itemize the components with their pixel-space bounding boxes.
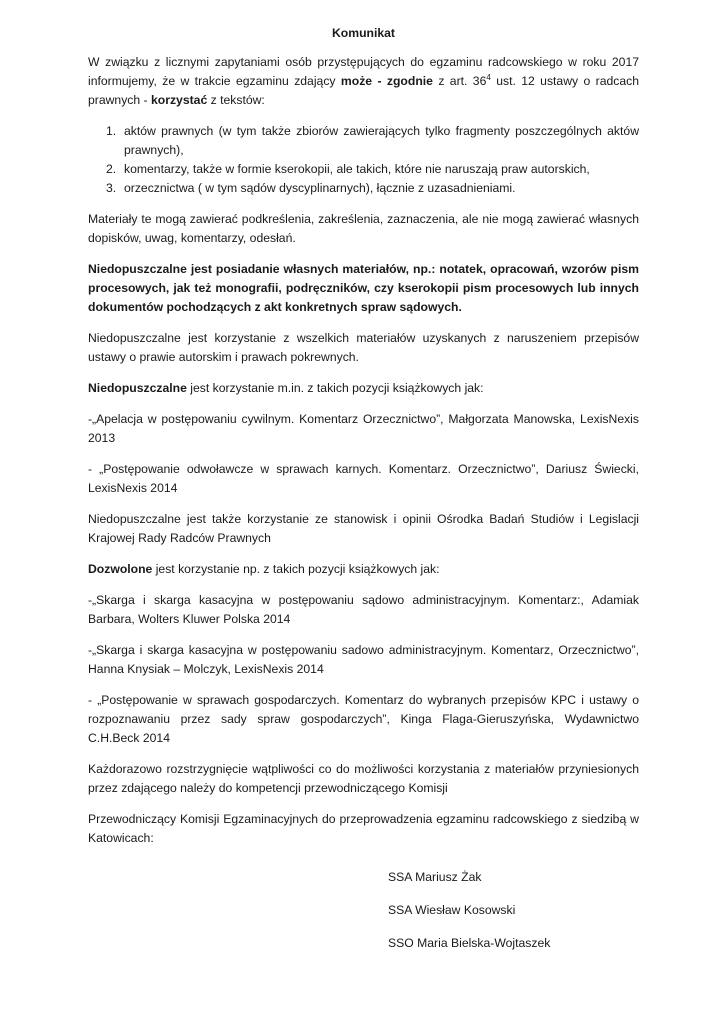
intro-text-2: z art. 36 [432,74,487,88]
allowed-books-heading: Dozwolone jest korzystanie np. z takich pozycji książkowych jak: [88,562,440,576]
chair-paragraph: Przewodniczący Komisji Egzaminacyjnych do przeprowadzenia egzaminu radcowskiego z siedzibą w Katowicach: [88,812,639,845]
forbidden-book-item: -„Apelacja w postępowaniu cywilnym. Komentarz Orzecznictwo”, Małgorzata Manowska, LexisNexis 2013 [88,412,639,445]
intro-text-4: z tekstów: [207,93,265,107]
materials-paragraph: Materiały te mogą zawierać podkreślenia, zakreślenia, zaznaczenia, ale nie mogą zawierać własnych dopisków, uwag, komentarzy, odesłań. [88,212,639,245]
osbs-paragraph: Niedopuszczalne jest także korzystanie ze stanowisk i opinii Ośrodka Badań Studiów i Legislacji Krajowej Rady Radców Prawnych [88,512,639,545]
allowed-book-item: -„Skarga i skarga kasacyjna w postępowaniu sadowo administracyjnym. Komentarz, Orzecznictwo”, Hanna Knysiak – Molczyk, LexisNexis 2014 [88,643,639,676]
allowed-book-item: -„Skarga i skarga kasacyjna w postępowaniu sądowo administracyjnym. Komentarz:, Adamiak Barbara, Wolters Kluwer Polska 2014 [88,593,639,626]
forbidden-books-heading: Niedopuszczalne jest korzystanie m.in. z takich pozycji książkowych jak: [88,381,484,395]
intro-bold-use: korzystać [151,93,208,107]
signatory-name: SSA Mariusz Żak [388,870,482,884]
forbidden-book-item: - „Postępowanie odwoławcze w sprawach karnych. Komentarz. Orzecznictwo”, Dariusz Świecki, LexisNexis 2014 [88,462,639,495]
decision-paragraph: Każdorazowo rozstrzygnięcie wątpliwości co do możliwości korzystania z materiałów przyniesionych przez zdającego należy do kompetencji przewodniczącego Komisji [88,762,639,795]
intro-bold-may: może - zgodnie [340,74,433,88]
copyright-paragraph: Niedopuszczalne jest korzystanie z wszelkich materiałów uzyskanych z naruszeniem przepisów ustawy o prawie autorskim i prawach pokrewnych. [88,331,639,364]
intro-text-3: ust. 12 ustawy o radcach prawnych - [88,74,640,107]
allowed-texts-list [88,122,639,198]
allowed-book-item: - „Postępowanie w sprawach gospodarczych. Komentarz do wybranych przepisów KPC i ustawy o rozpoznawaniu przez sady spraw gospodarczych”, Kinga Flaga-Gieruszyńska, Wydawnictwo C.H.Beck 2014 [88,693,639,745]
signatory-name: SSO Maria Bielska-Wojtaszek [388,936,551,950]
intro-text-1: W związku z licznymi zapytaniami osób przystępujących do egzaminu radcowskiego w roku 2017 informujemy, że w trakcie egzaminu zdający [88,55,639,88]
intro-paragraph [88,53,639,110]
intro-superscript: 4 [486,72,491,82]
list-item: 3. orzecznictwa ( w tym sądów dyscyplinarnych), łącznie z uzasadnieniami. [106,181,516,195]
document-title: Komunikat [332,26,395,40]
signatories [388,868,639,953]
list-item: 2. komentarzy, także w formie kserokopii, ale takich, które nie naruszają praw autorskich, [106,162,590,176]
forbidden-own-materials-paragraph: Niedopuszczalne jest posiadanie własnych materiałów, np.: notatek, opracowań, wzorów pism procesowych, jak też monografii, podręczników, czy kserokopii pism procesowych lub innych dokumentów pochodzących z akt konkretnych spraw sądowych. [88,262,639,314]
signatory-name: SSA Wiesław Kosowski [388,903,516,917]
list-item: 1. aktów prawnych (w tym także zbiorów zawierających tylko fragmenty poszczególnych aktów prawnych), [106,124,639,157]
